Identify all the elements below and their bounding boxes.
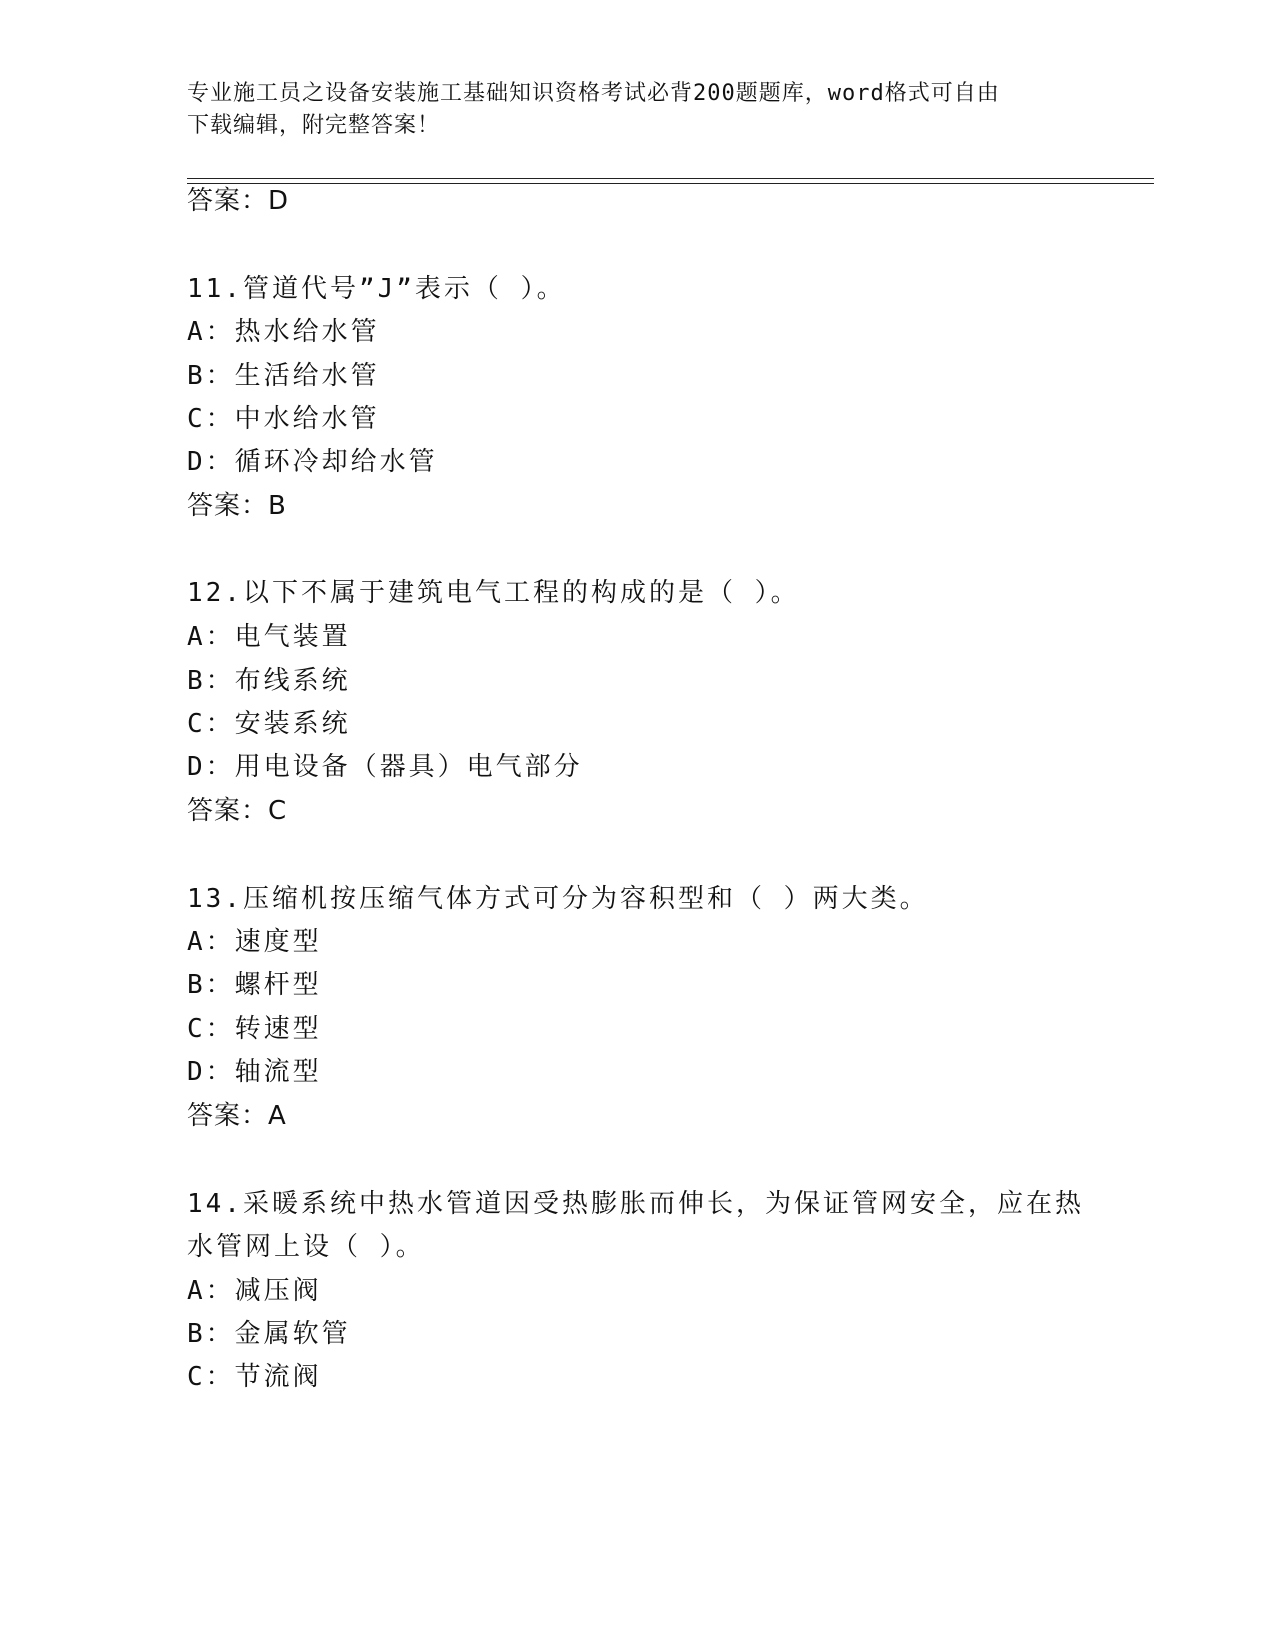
header-line-1: 专业施工员之设备安装施工基础知识资格考试必背200题题库，word格式可自由 bbox=[187, 81, 1000, 106]
option-b: B：布线系统 bbox=[187, 666, 351, 696]
answer-13: 答案：A bbox=[187, 1101, 287, 1131]
header-divider-top bbox=[187, 178, 1154, 179]
question-stem-line-1: 14.采暖系统中热水管道因受热膨胀而伸长，为保证管网安全，应在热 bbox=[187, 1189, 1084, 1219]
question-stem: 12.以下不属于建筑电气工程的构成的是（ ）。 bbox=[187, 578, 800, 608]
option-c: C：中水给水管 bbox=[187, 404, 380, 434]
answer-11: 答案：B bbox=[187, 491, 287, 521]
option-b: B：螺杆型 bbox=[187, 970, 322, 1000]
option-b: B：金属软管 bbox=[187, 1319, 351, 1349]
answer-12: 答案：C bbox=[187, 796, 288, 826]
header-line-2: 下载编辑，附完整答案！ bbox=[187, 113, 441, 138]
option-d: D：用电设备（器具）电气部分 bbox=[187, 752, 583, 782]
option-a: A：电气装置 bbox=[187, 622, 351, 652]
question-stem-line-2: 水管网上设（ ）。 bbox=[187, 1232, 425, 1262]
option-d: D：循环冷却给水管 bbox=[187, 447, 438, 477]
option-c: C：安装系统 bbox=[187, 709, 351, 739]
option-a: A：热水给水管 bbox=[187, 317, 380, 347]
question-stem: 11.管道代号”J”表示（ ）。 bbox=[187, 274, 566, 304]
option-c: C：转速型 bbox=[187, 1014, 322, 1044]
header-divider-bottom bbox=[187, 183, 1154, 184]
answer-10: 答案：D bbox=[187, 186, 290, 216]
question-stem: 13.压缩机按压缩气体方式可分为容积型和（ ）两大类。 bbox=[187, 884, 929, 914]
option-a: A：减压阀 bbox=[187, 1276, 322, 1306]
option-c: C：节流阀 bbox=[187, 1362, 322, 1392]
option-a: A：速度型 bbox=[187, 927, 322, 957]
option-d: D：轴流型 bbox=[187, 1057, 322, 1087]
option-b: B：生活给水管 bbox=[187, 361, 380, 391]
